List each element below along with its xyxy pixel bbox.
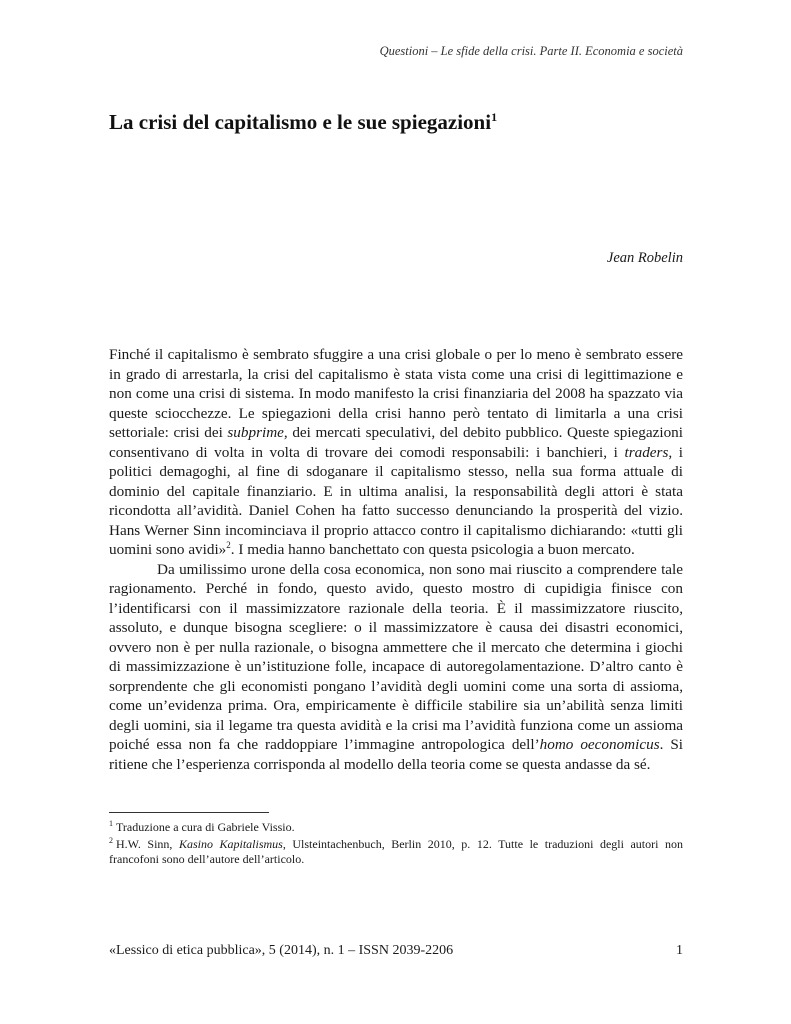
footnote-1 bbox=[109, 820, 683, 836]
page-number: 1 bbox=[676, 943, 683, 958]
footnote-divider bbox=[109, 812, 269, 813]
running-header: Questioni – Le sfide della crisi. Parte II. Economia e società bbox=[379, 44, 683, 58]
p2-text-b: . Si ritiene che l’esperienza corrisponda al modello della teoria come se questa andasse da sé. bbox=[109, 736, 684, 773]
p1-text-b: , dei mercati speculativi, del debito pubblico. Queste spiegazioni consentivano di volta in volta di trovare dei comodi responsabili: i banchieri, i bbox=[109, 424, 683, 461]
p1-text-a: Finché il capitalismo è sembrato sfuggire a una crisi globale o per lo meno è sembrato essere in grado di arrestarla, la crisi del capitalismo è stata vista come una crisi di legittimazione e non come una crisi di sistema. In modo manifesto la crisi finanziaria del 2008 ha spazzato via queste sciocchezze. Le spiegazioni della crisi hanno però tentato di limitarla a una crisi settoriale: crisi dei bbox=[109, 346, 683, 441]
p2-italic-homo-oeconomicus: homo oeconomicus bbox=[539, 736, 660, 753]
article-title bbox=[109, 110, 497, 135]
p1-text-c: , i politici demagoghi, al fine di sdoganare il capitalismo stesso, nella sua forma attuale di dominio del capitale finanziario. E in ultima analisi, la responsabilità degli attori è stata ricondotta all’avidità. Daniel Cohen ha fatto successo denunciando la prosperità del vizio. Hans Werner Sinn incominciava il proprio attacco contro il capitalismo dichiarando: «tutti gli uomini sono avidi» bbox=[109, 443, 683, 558]
title-footnote-mark[interactable]: 1 bbox=[491, 110, 498, 124]
article-body bbox=[109, 345, 683, 774]
article-title-text: La crisi del capitalismo e le sue spiegazioni bbox=[109, 110, 492, 134]
p1-text-d: . I media hanno banchettato con questa psicologia a buon mercato. bbox=[230, 541, 635, 558]
footnote-2 bbox=[109, 837, 683, 868]
footnote-2-text-a: H.W. Sinn, bbox=[116, 836, 179, 851]
footnote-2-text-b: , Ulsteintachenbuch, Berlin 2010, p. 12. Tutte le traduzioni degli autori non francofoni sono dell’autore dell’articolo. bbox=[109, 836, 683, 866]
p2-text-a: Da umilissimo urone della cosa economica, non sono mai riuscito a comprendere tale ragionamento. Perché in fondo, questo avido, questo mostro di cupidigia finisce con l’identificarsi con il massimizzatore razionale della teoria. È il massimizzatore riuscito, assoluto, e dunque bisogna scegliere: o il massimizzatore è causa dei disastri economici, ovvero non è per nulla razionale, o bisogna ammettere che il mercato che determina i giochi di massimizzazione è un’istituzione folle, incapace di autoregolamentazione. D’altro canto è sorprendente che gli economisti pongano l’avidità degli uomini come una sorta di assioma, come un’evidenza prima. Ora, empiricamente è difficile stabilire sia un’abilità senza limiti degli uomini, sia il legame tra questa avidità e la crisi ma l’avidità funziona come un assioma poiché essa non fa che raddoppiare l’immagine antropologica dell’ bbox=[109, 560, 683, 753]
footnote-ref-2[interactable]: 2 bbox=[226, 539, 231, 550]
paragraph-1 bbox=[109, 345, 683, 560]
paragraph-2 bbox=[109, 560, 683, 775]
page-footer bbox=[109, 943, 683, 959]
author-name: Jean Robelin bbox=[606, 250, 683, 266]
journal-citation: «Lessico di etica pubblica», 5 (2014), n. 1 – ISSN 2039-2206 bbox=[109, 943, 454, 958]
footnote-1-text: Traduzione a cura di Gabriele Vissio. bbox=[116, 820, 295, 834]
p1-italic-traders: traders bbox=[624, 443, 669, 461]
footnote-2-mark: 2 bbox=[109, 835, 113, 845]
footnote-2-italic-title: Kasino Kapitalismus bbox=[178, 836, 283, 851]
footnotes bbox=[109, 820, 683, 869]
p1-italic-subprime: subprime bbox=[227, 424, 284, 441]
footnote-1-mark: 1 bbox=[109, 819, 113, 828]
